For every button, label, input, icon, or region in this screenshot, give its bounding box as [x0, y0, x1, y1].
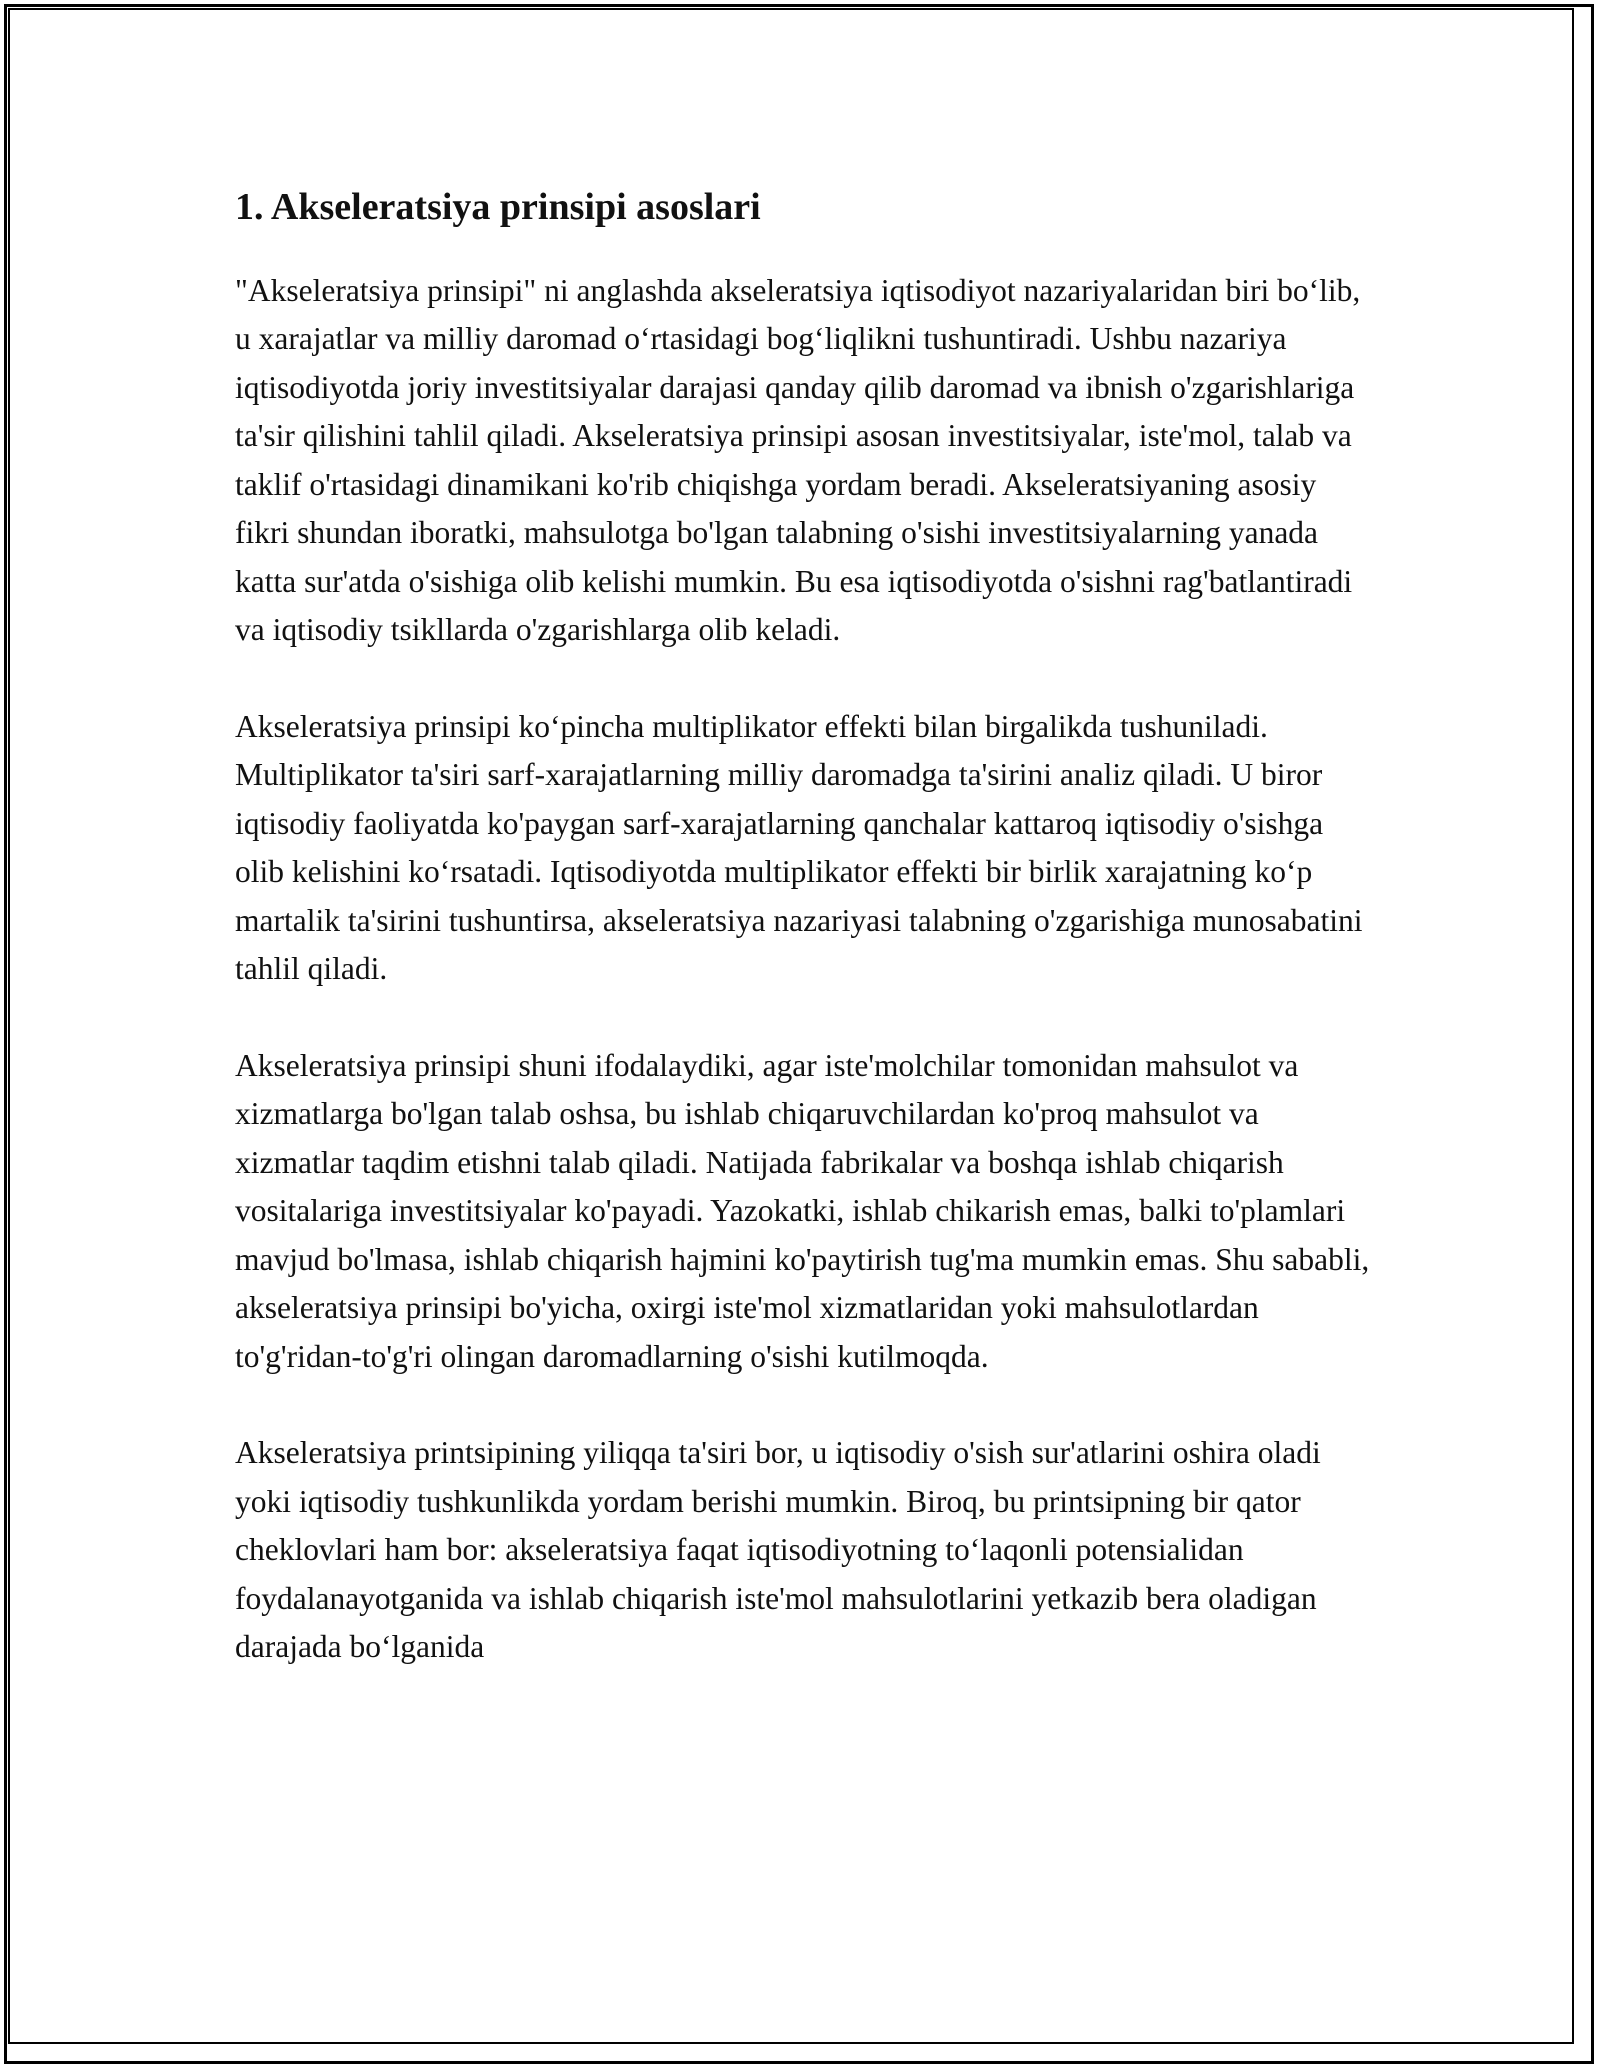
section-heading: 1. Akseleratsiya prinsipi asoslari: [235, 186, 761, 228]
paragraph-4: Akseleratsiya printsipining yiliqqa ta'siri bor, u iqtisodiy o'sish sur'atlarini oshira oladi yoki iqtisodiy tushkunlikda yordam berishi mumkin. Biroq, bu printsipning bir qator cheklovlari ham bor: akseleratsiya faqat iqtisodiyotning toʻlaqonli potensialidan foydalanayotganida va ishlab chiqarish iste'mol mahsulotlarini yetkazib bera oladigan darajada boʻlganida: [235, 1435, 1321, 1665]
paragraph-2: Akseleratsiya prinsipi koʻpincha multiplikator effekti bilan birgalikda tushuniladi. Multiplikator ta'siri sarf-xarajatlarning milliy daromadga ta'sirini analiz qiladi. U biror iqtisodiy faoliyatda ko'paygan sarf-xarajatlarning qanchalar kattaroq iqtisodiy o'sishga olib kelishini koʻrsatadi. Iqtisodiyotda multiplikator effekti bir birlik xarajatning koʻp martalik ta'sirini tushuntirsa, akseleratsiya nazariyasi talabning o'zgarishiga munosabatini tahlil qiladi.: [235, 708, 1363, 987]
paragraph-3: Akseleratsiya prinsipi shuni ifodalaydiki, agar iste'molchilar tomonidan mahsulot va xizmatlarga bo'lgan talab oshsa, bu ishlab chiqaruvchilardan ko'proq mahsulot va xizmatlar taqdim etishni talab qiladi. Natijada fabrikalar va boshqa ishlab chiqarish vositalariga investitsiyalar ko'payadi. Yazokatki, ishlab chikarish emas, balki to'plamlari mavjud bo'lmasa, ishlab chiqarish hajmini ko'paytirish tug'ma mumkin emas. Shu sababli, akseleratsiya prinsipi bo'yicha, oxirgi iste'mol xizmatlaridan yoki mahsulotlardan to'g'ridan-to'g'ri olingan daromadlarning o'sishi kutilmoqda.: [235, 1047, 1370, 1374]
document-body: [235, 185, 1375, 1720]
paragraph-1: "Akseleratsiya prinsipi" ni anglashda akseleratsiya iqtisodiyot nazariyalaridan biri boʻlib, u xarajatlar va milliy daromad oʻrtasidagi bogʻliqlikni tushuntiradi. Ushbu nazariya iqtisodiyotda joriy investitsiyalar darajasi qanday qilib daromad va ibnish o'zgarishlariga ta'sir qilishini tahlil qiladi. Akseleratsiya prinsipi asosan investitsiyalar, iste'mol, talab va taklif o'rtasidagi dinamikani ko'rib chiqishga yordam beradi. Akseleratsiyaning asosiy fikri shundan iboratki, mahsulotga bo'lgan talabning o'sishi investitsiyalarning yanada katta sur'atda o'sishiga olib kelishi mumkin. Bu esa iqtisodiyotda o'sishni rag'batlantiradi va iqtisodiy tsikllarda o'zgarishlarga olib keladi.: [235, 272, 1361, 648]
